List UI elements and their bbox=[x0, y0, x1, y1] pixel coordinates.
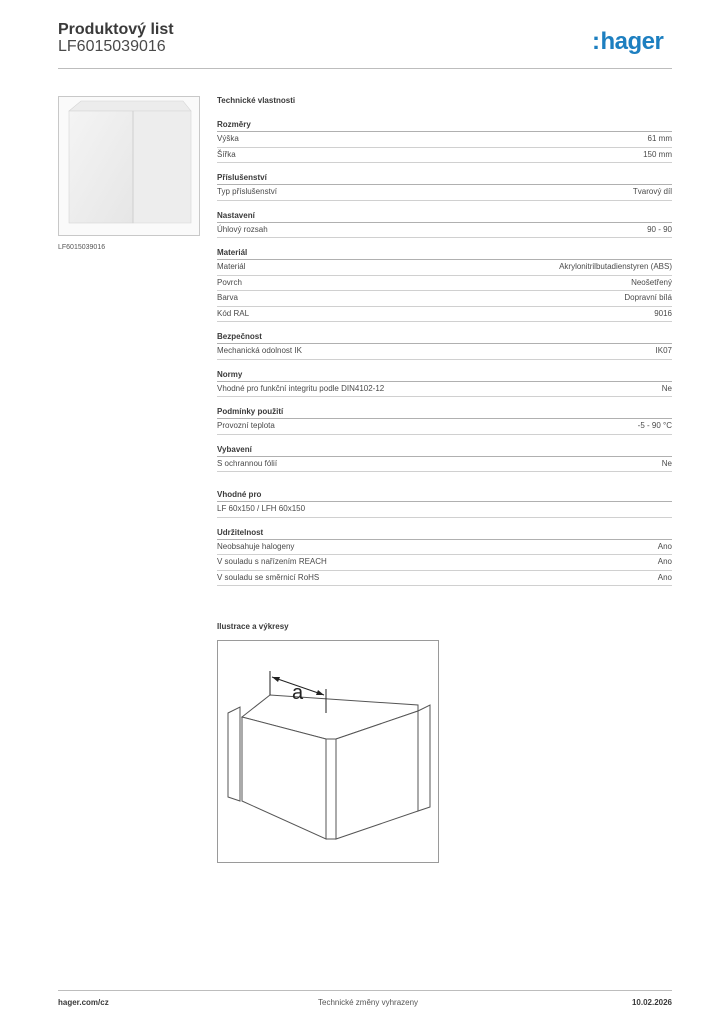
spec-label: Výška bbox=[217, 134, 239, 143]
spec-value: 150 mm bbox=[643, 149, 672, 159]
spec-label: Typ příslušenství bbox=[217, 187, 278, 196]
spec-value: Dopravní bílá bbox=[624, 293, 672, 302]
spec-value: 9016 bbox=[654, 308, 672, 318]
illustrations-title: Ilustrace a výkresy bbox=[217, 622, 289, 631]
spec-label: Barva bbox=[217, 293, 238, 302]
dimension-a-label: a bbox=[292, 682, 304, 704]
spec-section bbox=[217, 173, 672, 201]
spec-value: -5 - 90 °C bbox=[637, 421, 672, 430]
technical-specs bbox=[217, 96, 672, 596]
spec-row bbox=[217, 382, 672, 398]
spec-section-title: Vybavení bbox=[217, 445, 672, 457]
spec-label: Povrch bbox=[217, 277, 242, 287]
logo-text: hager bbox=[600, 28, 664, 55]
product-image bbox=[58, 96, 200, 236]
spec-row bbox=[217, 291, 672, 307]
specs-sections bbox=[217, 120, 672, 586]
spec-label: Mechanická odolnost IK bbox=[217, 346, 302, 355]
spec-section-title: Podmínky použití bbox=[217, 407, 672, 419]
spec-section bbox=[217, 248, 672, 322]
header-divider bbox=[58, 68, 672, 69]
spec-row bbox=[217, 555, 672, 571]
spec-row bbox=[217, 307, 672, 323]
specs-title: Technické vlastnosti bbox=[217, 96, 296, 105]
spec-section bbox=[217, 528, 672, 587]
spec-label: Materiál bbox=[217, 262, 246, 271]
spec-section bbox=[217, 370, 672, 398]
footer-date: 10.02.2026 bbox=[631, 998, 672, 1007]
spec-value: Tvarový díl bbox=[632, 187, 672, 196]
spec-section bbox=[217, 490, 672, 518]
spec-value: 90 - 90 bbox=[647, 224, 672, 234]
spec-label: V souladu se směrnicí RoHS bbox=[217, 572, 320, 582]
spec-section bbox=[217, 332, 672, 360]
spec-label: Šířka bbox=[217, 149, 236, 159]
spec-section-title: Materiál bbox=[217, 248, 672, 260]
product-code-heading: LF6015039016 bbox=[58, 38, 166, 55]
product-image-caption: LF6015039016 bbox=[58, 244, 106, 251]
spec-label: Úhlový rozsah bbox=[217, 224, 268, 234]
spec-label: V souladu s nařízením REACH bbox=[217, 557, 327, 566]
corner-duct-cover-photo-icon bbox=[59, 97, 199, 235]
spec-label: S ochrannou fólií bbox=[217, 458, 278, 468]
page-title: Produktový list bbox=[58, 21, 174, 38]
spec-section bbox=[217, 211, 672, 239]
spec-section-title: Nastavení bbox=[217, 211, 672, 223]
spec-row bbox=[217, 276, 672, 292]
spec-section bbox=[217, 120, 672, 163]
spec-label: LF 60x150 / LFH 60x150 bbox=[217, 504, 306, 513]
spec-label: Vhodné pro funkční integritu podle DIN4102-12 bbox=[217, 383, 385, 393]
spec-row bbox=[217, 148, 672, 164]
spec-label: Kód RAL bbox=[217, 308, 250, 318]
spec-row bbox=[217, 185, 672, 201]
spec-row bbox=[217, 223, 672, 239]
spec-row bbox=[217, 540, 672, 556]
spec-row bbox=[217, 260, 672, 276]
spec-row bbox=[217, 419, 672, 435]
spec-section-title: Vhodné pro bbox=[217, 490, 672, 502]
spec-value: Akrylonitrilbutadienstyren (ABS) bbox=[559, 262, 672, 271]
spec-section-title: Udržitelnost bbox=[217, 528, 672, 540]
spec-row bbox=[217, 502, 672, 518]
footer-divider bbox=[58, 990, 672, 991]
spec-section-title: Normy bbox=[217, 370, 672, 382]
spec-section bbox=[217, 407, 672, 435]
spec-value: Ne bbox=[661, 458, 672, 468]
footer-disclaimer: Technické změny vyhrazeny bbox=[318, 998, 419, 1007]
spec-value: Neošetřený bbox=[631, 277, 672, 287]
spec-value: 61 mm bbox=[647, 134, 672, 143]
spec-label: Provozní teplota bbox=[217, 421, 275, 430]
spec-value: Ano bbox=[657, 541, 672, 551]
spec-row bbox=[217, 132, 672, 148]
spec-section-title: Příslušenství bbox=[217, 173, 672, 185]
spec-section bbox=[217, 445, 672, 473]
spec-row bbox=[217, 457, 672, 473]
spec-value: Ano bbox=[657, 557, 672, 566]
technical-drawing bbox=[217, 640, 439, 863]
spec-section-title: Rozměry bbox=[217, 120, 672, 132]
spec-row bbox=[217, 344, 672, 360]
spec-label: Neobsahuje halogeny bbox=[217, 541, 295, 551]
corner-drawing-icon bbox=[218, 641, 438, 862]
spec-value: Ano bbox=[657, 572, 672, 582]
footer-website[interactable]: hager.com/cz bbox=[58, 998, 109, 1007]
spec-value: IK07 bbox=[655, 346, 672, 355]
logo-dots-icon: : bbox=[592, 28, 600, 55]
hager-logo bbox=[592, 28, 663, 56]
spec-value: Ne bbox=[661, 383, 672, 393]
spec-row bbox=[217, 571, 672, 587]
spec-section-title: Bezpečnost bbox=[217, 332, 672, 344]
